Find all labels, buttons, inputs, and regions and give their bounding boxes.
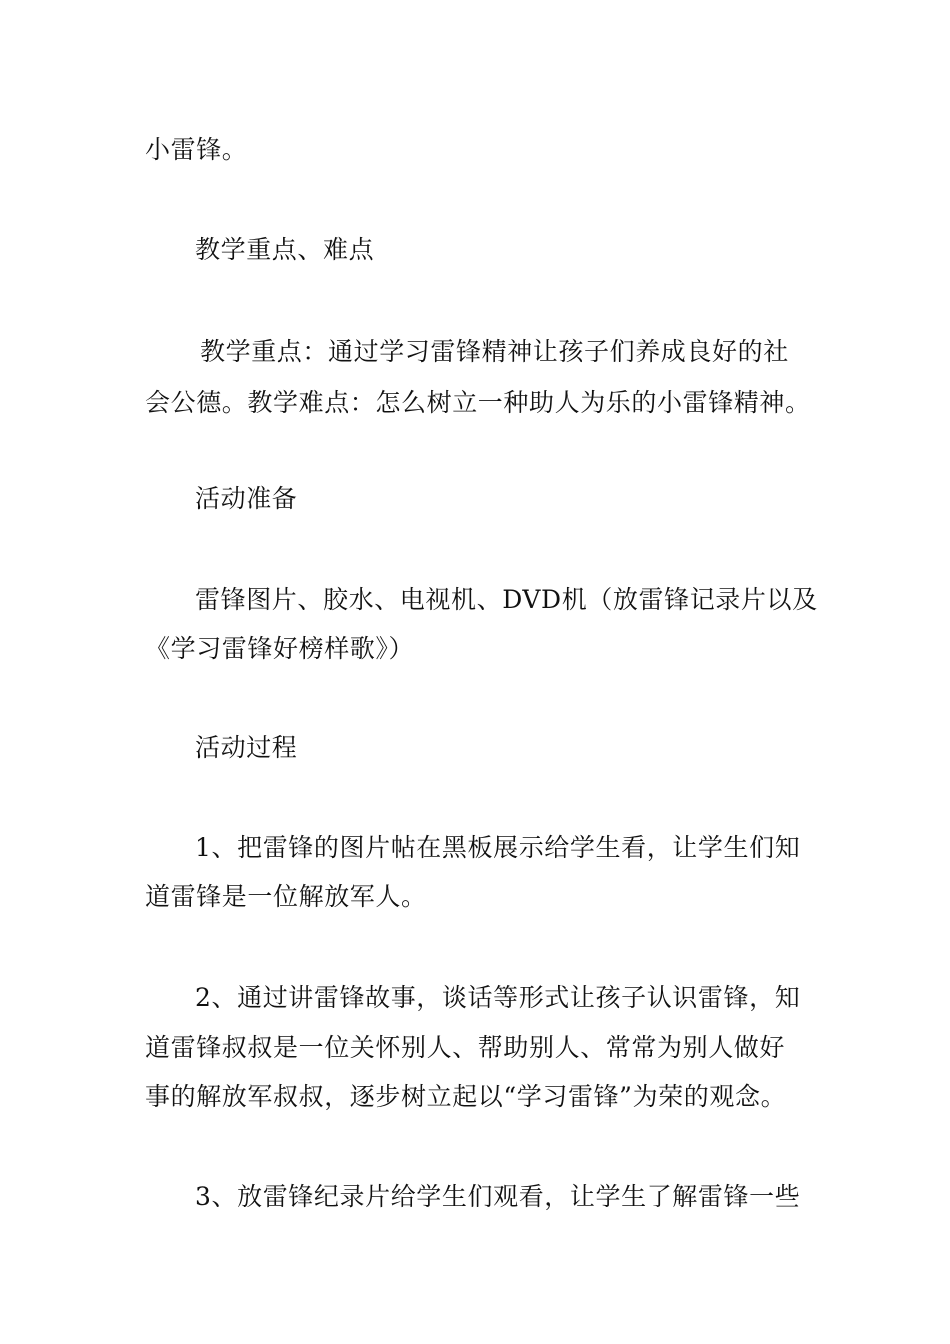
section-heading-preparation: 活动准备 (195, 484, 298, 513)
paragraph-continuation-line: 小雷锋。 (145, 135, 248, 164)
section-heading-key-points: 教学重点、难点 (195, 235, 375, 264)
step-2-line-2: 道雷锋叔叔是一位关怀别人、帮助别人、常常为别人做好 (145, 1033, 786, 1062)
key-points-paragraph-line-2: 会公德。教学难点：怎么树立一种助人为乐的小雷锋精神。 (145, 388, 811, 417)
step-1-line-1: 1、把雷锋的图片帖在黑板展示给学生看，让学生们知 (195, 833, 801, 862)
key-points-paragraph-line-1: 教学重点：通过学习雷锋精神让孩子们养成良好的社 (200, 337, 789, 366)
step-3-line-1: 3、放雷锋纪录片给学生们观看，让学生了解雷锋一些 (195, 1182, 801, 1211)
step-2-line-1: 2、通过讲雷锋故事，谈话等形式让孩子认识雷锋，知 (195, 983, 801, 1012)
step-1-line-2: 道雷锋是一位解放军人。 (145, 882, 427, 911)
step-2-line-3: 事的解放军叔叔，逐步树立起以“学习雷锋”为荣的观念。 (145, 1082, 787, 1111)
preparation-paragraph-line-2: 《学习雷锋好榜样歌》） (145, 634, 415, 663)
section-heading-process: 活动过程 (195, 733, 298, 762)
preparation-paragraph-line-1: 雷锋图片、胶水、电视机、DVD机（放雷锋记录片以及 (195, 585, 818, 614)
